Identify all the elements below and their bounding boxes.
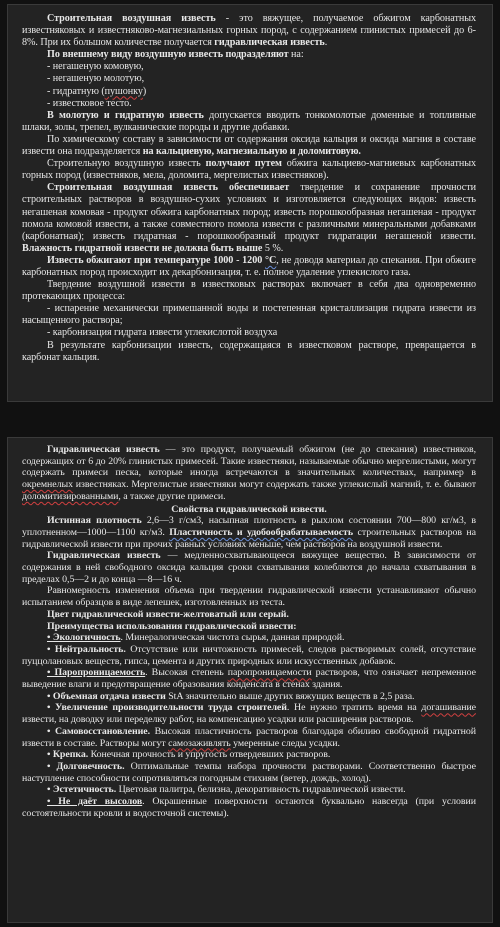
advantage-item: • Долговечность. Оптимальные темпы набора прочности растворами. Соответственно быстрое наступление способности сопротивляться погодным стихиям (ветер, дождь, холод). — [22, 760, 476, 784]
paragraph-volume: Равномерность изменения объема при твердении гидравлической извести устанавливают обычно испытанием образцов в виде лепешек, изготовленных из теста. — [22, 585, 476, 609]
document-page-2 — [7, 437, 493, 923]
paragraph-definition: Строительная воздушная известь - это вяжущее, получаемое обжигом карбонатных известняковых и известняково-магнезиальных горных пород, с содержанием глинистых примесей до 6-8%. При их большом количестве получается гидравлическая известь. — [22, 13, 476, 49]
paragraph-advantages-title: Преимущества использования гидравлической извести: — [47, 620, 297, 632]
list-item: - негашеную комовую, — [47, 61, 144, 73]
paragraph-types: По внешнему виду воздушную известь подразделяют на: — [47, 49, 304, 61]
term-bold: Строительная воздушная известь — [47, 13, 216, 24]
paragraph-hardening: Строительная воздушная известь обеспечивает твердение и сохранение прочности строительных растворов в воздушно-сухих условиях и изготовляется следующих видов: известь негашеная комовая - продукт обжига карбонатных пород; известь порошкообразная негашеная - продукт помола комовой извести, а также совместного помола извести с различными минеральными добавками (карбонатная); известь гидратная - порошкообразный продукт гидратации негашеной извести. Влажность гидратной извести не должна быть выше 5 %. — [22, 182, 476, 254]
advantage-item: • Не даёт высолов. Окрашенные поверхности остаются буквально навсегда (при условии состоятельности кровли и водосточной системы). — [22, 796, 477, 819]
advantage-item: • Экологичность. Минералогическая чистота сырья, данная природой. — [47, 632, 345, 644]
paragraph-firing: Известь обжигают при температуре 1000 - 1200 °С, не доводя материал до спекания. При обжиге карбонатных пород происходит их декарбонизация, т. е. полное удаление углекислого газа. — [22, 254, 476, 278]
document-page-1 — [7, 4, 493, 402]
section-heading: Свойства гидравлической извести. — [171, 503, 327, 515]
paragraph-setting: Гидравлическая известь — медленносхватывающееся вяжущее вещество. В зависимости от содержания в ней свободного оксида кальция сроки схватывания колеблются до начала схватывания в пределах 0,5—2 и до конца —8—16 ч. — [22, 550, 476, 585]
advantage-item: • Эстетичность. Цветовая палитра, белизна, декоративность гидравлической извести. — [47, 784, 406, 796]
paragraph-density: Истинная плотность 2,6—3 г/см3, насыпная плотность в рыхлом состоянии 700—800 кг/м3, в уплотненном—1000—1100 кг/м3. Пластичность и удобообрабатываемость строительных растворов на гидравлической извести при прочих равных условиях меньше, чем растворов на воздушной извести. — [22, 515, 476, 550]
list-item: - негашеную молотую, — [47, 73, 145, 85]
paragraph-additives: В молотую и гидратную известь допускается вводить тонкомолотые доменные и топливные шлаки, золы, трепел, вулканические породы и другие добавки. — [22, 109, 476, 133]
paragraph-color: Цвет гидравлической извести-желтоватый или серый. — [47, 608, 289, 620]
advantage-item: • Крепка. Конечная прочность и упругость отвердевших растворов. — [47, 749, 331, 761]
advantage-item: • Самовосстановление. Высокая пластичность растворов благодаря обилию свободной гидратной извести в составе. Растворы могут самозаживлять умеренные следы усадки. — [22, 725, 476, 749]
advantage-item: • Паропроницаемость. Высокая степень паропроницаемости растворов, что означает непременное выведение влаги и предотвращение образования конденсата в стенах здания. — [22, 667, 476, 691]
paragraph-processes: Твердение воздушной извести в известковых растворах включает в себя два одновременно протекающих процесса: — [22, 279, 476, 303]
paragraph-carbonization: В результате карбонизации известь, содержащаяся в известковом растворе, превращается в карбонат кальция. — [22, 339, 476, 363]
paragraph-production: Строительную воздушную известь получают путем обжига кальциево-магниевых карбонатных горных пород (известняков, мела, доломита, мергелистых известняков). — [22, 158, 476, 182]
advantage-item: • Объемная отдача извести StA значительно выше других вяжущих веществ в 2,5 раза. — [47, 690, 415, 702]
advantage-item: • Увеличение производительности труда строителей. Не нужно тратить время на догашивание извести, на доводку или переделку работ, на компенсацию усадки или расширения растворов. — [22, 702, 477, 726]
list-item: - испарение механически примешанной воды и постепенная кристаллизация гидрата извести из насыщенного раствора; — [22, 303, 476, 327]
list-item: - известковое тесто. — [47, 97, 132, 109]
page-separator — [0, 409, 500, 431]
paragraph-hydraulic-definition: Гидравлическая известь — это продукт, получаемый обжигом (не до спекания) известняков, содержащих от 6 до 20% глинистых примесей. Такие известняки, называемые обычно мергелистыми, могут содержать примеси песка, которые иногда встречаются в значительных количествах, например в окремнелых известняках. Мергелистые известняки могут содержать также углекислый магний, т. е. бывают доломитизированными, а также другие примеси. — [22, 444, 476, 502]
paragraph-composition: По химическому составу в зависимости от содержания оксида кальция и оксида магния в составе извести она подразделяется на кальциевую, магнезиальную и доломитовую. — [22, 133, 476, 158]
list-item: - гидратную (пушонку) — [47, 85, 147, 97]
list-item: - карбонизация гидрата извести углекислотой воздуха — [47, 327, 278, 339]
advantage-item: • Нейтральность. Отсутствие или ничтожность примесей, следов растворимых солей, отсутствие пуццолановых веществ, гипса, цемента и других природных или искусственных добавок. — [22, 643, 477, 667]
